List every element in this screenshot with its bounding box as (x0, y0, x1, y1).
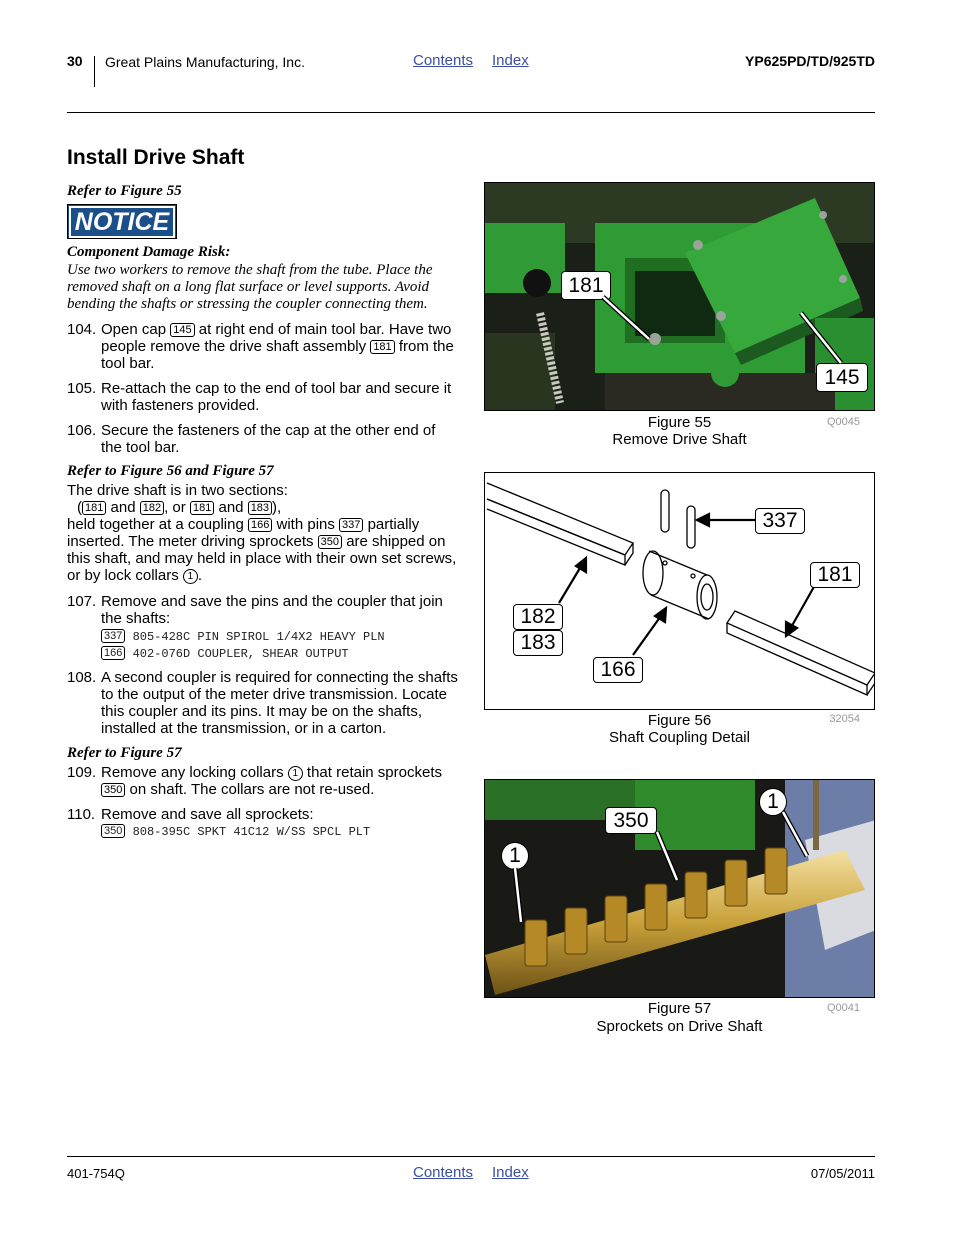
step-109 (67, 764, 459, 798)
figure-56-image (484, 472, 875, 710)
coupling-diagram (485, 473, 875, 710)
step-text: at right end of main tool bar. Have two people remove the drive shaft assembly (101, 321, 452, 355)
figure-55-image (484, 182, 875, 411)
part-description: 808-395C SPKT 41C12 W/SS SPCL PLT (132, 825, 371, 839)
model-number: YP625PD/TD/925TD (745, 53, 875, 69)
step-105 (67, 380, 459, 414)
notice-label: NOTICE (69, 206, 175, 238)
header-rule (67, 112, 875, 113)
step-text: that retain sprockets (306, 764, 442, 781)
callout-145: 145 (170, 323, 194, 337)
part-line (101, 646, 349, 661)
header-divider (94, 56, 95, 87)
callout-350: 350 (101, 824, 125, 838)
step-110 (67, 806, 459, 823)
shaft-intro (67, 482, 459, 584)
step-number: 107. (67, 593, 97, 610)
callout-181: 181 (82, 501, 106, 515)
step-number: 106. (67, 422, 97, 439)
figure-56-caption: Figure 56 (647, 712, 712, 729)
punct: . (197, 567, 203, 584)
step-text: Secure the fasteners of the cap at the other end of the tool bar. (101, 422, 436, 456)
risk-text: Use two workers to remove the shaft from the tube. Place the removed shaft on a long flat surface or level supports. Avoid bending the shafts or stressing the coupler connecting them. (67, 262, 433, 312)
footer-rule (67, 1156, 875, 1157)
step-text: A second coupler is required for connecting the shafts to the output of the meter drive transmission. Locate this coupler and its pins. It may be on the shafts, installed at the transmission, or in a carton. (101, 669, 458, 737)
callout-label-182 (513, 604, 563, 630)
step-number: 105. (67, 380, 97, 397)
figure-57-id: Q0041 (826, 1002, 860, 1014)
figure-57-title: Sprockets on Drive Shaft (596, 1018, 763, 1035)
contents-link[interactable]: Contents (413, 1164, 474, 1181)
part-description: 805-428C PIN SPIROL 1/4X2 HEAVY PLN (132, 630, 385, 644)
step-number: 104. (67, 321, 97, 338)
label-text: 145 (824, 366, 860, 389)
callout-182: 182 (140, 501, 164, 515)
label-text: 183 (520, 631, 556, 654)
intro-text: held together at a coupling (67, 516, 244, 533)
intro-line: The drive shaft is in two sections: (67, 482, 288, 499)
doc-number: 401-754Q (67, 1166, 125, 1181)
step-text: from the tool bar. (101, 338, 454, 372)
step-106 (67, 422, 459, 456)
intro-word: and (218, 499, 244, 516)
step-107 (67, 593, 459, 627)
callout-181: 181 (370, 340, 394, 354)
step-number: 110. (67, 806, 96, 823)
intro-sections (67, 499, 459, 516)
label-text: 181 (568, 274, 604, 297)
part-line (101, 824, 370, 839)
callout-circle-1: 1 (288, 766, 303, 781)
label-text: 1 (767, 790, 779, 813)
callout-337: 337 (339, 518, 363, 532)
index-link[interactable]: Index (492, 52, 529, 69)
callout-350: 350 (318, 535, 342, 549)
intro-word: and (110, 499, 136, 516)
callout-label-183 (513, 630, 563, 656)
callout-arrows (485, 183, 875, 411)
figure-reference: Refer to Figure 57 (67, 745, 182, 761)
figure-reference: Refer to Figure 55 (67, 183, 182, 199)
callout-166: 166 (248, 518, 272, 532)
section-title: Install Drive Shaft (67, 146, 245, 169)
index-link[interactable]: Index (492, 1164, 529, 1181)
figure-57-caption: Figure 57 (647, 1000, 712, 1017)
label-text: 337 (762, 509, 798, 532)
callout-337: 337 (101, 629, 125, 643)
callout-350: 350 (101, 783, 125, 797)
callout-label-166 (593, 657, 643, 683)
step-text: on shaft. The collars are not re-used. (129, 781, 375, 798)
label-text: 166 (600, 658, 636, 681)
figure-56-id: 32054 (829, 713, 860, 725)
figure-55-title: Remove Drive Shaft (612, 431, 747, 448)
company-name: Great Plains Manufacturing, Inc. (105, 54, 305, 70)
figure-55-caption: Figure 55 (647, 414, 712, 431)
step-text: Open cap (101, 321, 167, 338)
revision-date: 07/05/2011 (810, 1166, 875, 1181)
punct: ), (272, 499, 282, 516)
callout-183: 183 (248, 501, 272, 515)
part-line (101, 629, 385, 644)
contents-link[interactable]: Contents (413, 52, 474, 69)
step-104 (67, 321, 459, 372)
intro-text: are shipped on this shaft, and may held in place with their own set screws, or by lock collars (67, 533, 457, 584)
risk-heading: Component Damage Risk: (67, 244, 231, 260)
label-text: 1 (509, 844, 521, 867)
step-text: Remove any locking collars (101, 764, 284, 781)
part-description: 402-076D COUPLER, SHEAR OUTPUT (132, 647, 349, 661)
callout-166: 166 (101, 646, 125, 660)
label-text: 182 (520, 605, 556, 628)
step-number: 108. (67, 669, 97, 686)
intro-word: , or (164, 499, 186, 516)
label-text: 350 (613, 809, 649, 832)
figure-57-image (484, 779, 875, 998)
callout-label-337 (755, 508, 805, 534)
punct: ( (77, 499, 82, 516)
step-number: 109. (67, 764, 97, 781)
step-text: Re-attach the cap to the end of tool bar and secure it with fasteners provided. (101, 380, 452, 414)
callout-181: 181 (190, 501, 214, 515)
callout-circle-1: 1 (183, 569, 198, 584)
label-text: 181 (817, 563, 853, 586)
callout-arrows (485, 780, 875, 998)
step-text: Remove and save all sprockets: (101, 806, 314, 823)
figure-55-id: Q0045 (826, 416, 860, 428)
figure-56-title: Shaft Coupling Detail (609, 729, 750, 746)
callout-label-181 (810, 562, 860, 588)
page-number: 30 (67, 53, 83, 69)
figure-reference: Refer to Figure 56 and Figure 57 (67, 463, 274, 479)
intro-body (67, 516, 459, 584)
step-text: Remove and save the pins and the coupler that join the shafts: (101, 593, 443, 627)
intro-text: with pins (276, 516, 335, 533)
notice-badge (67, 204, 177, 239)
intro-text: partially inserted. The meter driving sprockets (67, 516, 420, 550)
step-108 (67, 669, 459, 737)
